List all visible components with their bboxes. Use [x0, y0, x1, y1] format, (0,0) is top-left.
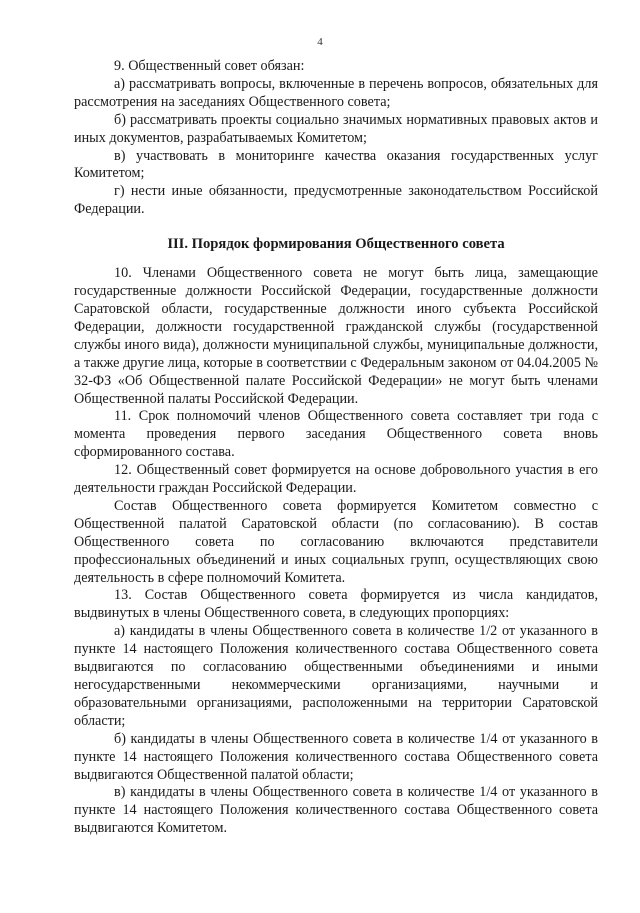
paragraph-9: 9. Общественный совет обязан: [114, 58, 305, 74]
paragraph-9a: а) рассматривать вопросы, включенные в перечень вопросов, обязательных для рассмотрения на заседаниях Общественного совета; [74, 75, 598, 110]
paragraph-13a: а) кандидаты в члены Общественного совета в количестве 1/2 от указанного в пункте 14 настоящего Положения количественного состава Общественного совета выдвигаются по согласованию общественными объединениями и иными негосударственными некоммерческими организациями, научными и образовательными организациями, расположенными на территории Саратовской области; [74, 623, 598, 729]
paragraph-10: 10. Членами Общественного совета не могут быть лица, замещающие государственные должности Российской Федерации, государственные должности Саратовской области, государственные должности иного субъекта Российской Федерации, должности государственной гражданской службы (государственной службы иного вида), должности муниципальной службы, муниципальные должности, а также другие лица, которые в соответствии с Федеральным законом от 04.04.2005 № 32-ФЗ «Об Общественной палате Российской Федерации» не могут быть членами Общественной палаты Российской Федерации. [74, 265, 598, 407]
paragraph-9g: г) нести иные обязанности, предусмотренные законодательством Российской Федерации. [74, 183, 598, 218]
section-heading: III. Порядок формирования Общественного совета [167, 236, 505, 253]
paragraph-9b: б) рассматривать проекты социально значимых нормативных правовых актов и иных документов, разрабатываемых Комитетом; [74, 111, 598, 146]
document-body [74, 58, 598, 838]
paragraph-9v: в) участвовать в мониторинге качества оказания государственных услуг Комитетом; [74, 147, 598, 182]
paragraph-13v: в) кандидаты в члены Общественного совета в количестве 1/4 от указанного в пункте 14 настоящего Положения количественного состава Общественного совета выдвигаются Комитетом. [74, 784, 598, 837]
paragraph-11: 11. Срок полномочий членов Общественного совета составляет три года с момента проведения первого заседания Общественного совета вновь сформированного состава. [74, 408, 598, 461]
paragraph-13b: б) кандидаты в члены Общественного совета в количестве 1/4 от указанного в пункте 14 настоящего Положения количественного состава Общественного совета выдвигаются Общественной палатой области; [74, 730, 598, 783]
paragraph-12-composition: Состав Общественного совета формируется Комитетом совместно с Общественной палатой Саратовской области (по согласованию). В состав Общественного совета по согласованию включаются представители профессиональных объединений и иных социальных групп, осуществляющих свою деятельность в сфере полномочий Комитета. [74, 497, 598, 586]
paragraph-13: 13. Состав Общественного совета формируется из числа кандидатов, выдвинутых в члены Общественного совета, в следующих пропорциях: [74, 587, 598, 622]
page-number: 4 [317, 36, 323, 48]
paragraph-12: 12. Общественный совет формируется на основе добровольного участия в его деятельности граждан Российской Федерации. [74, 462, 598, 497]
